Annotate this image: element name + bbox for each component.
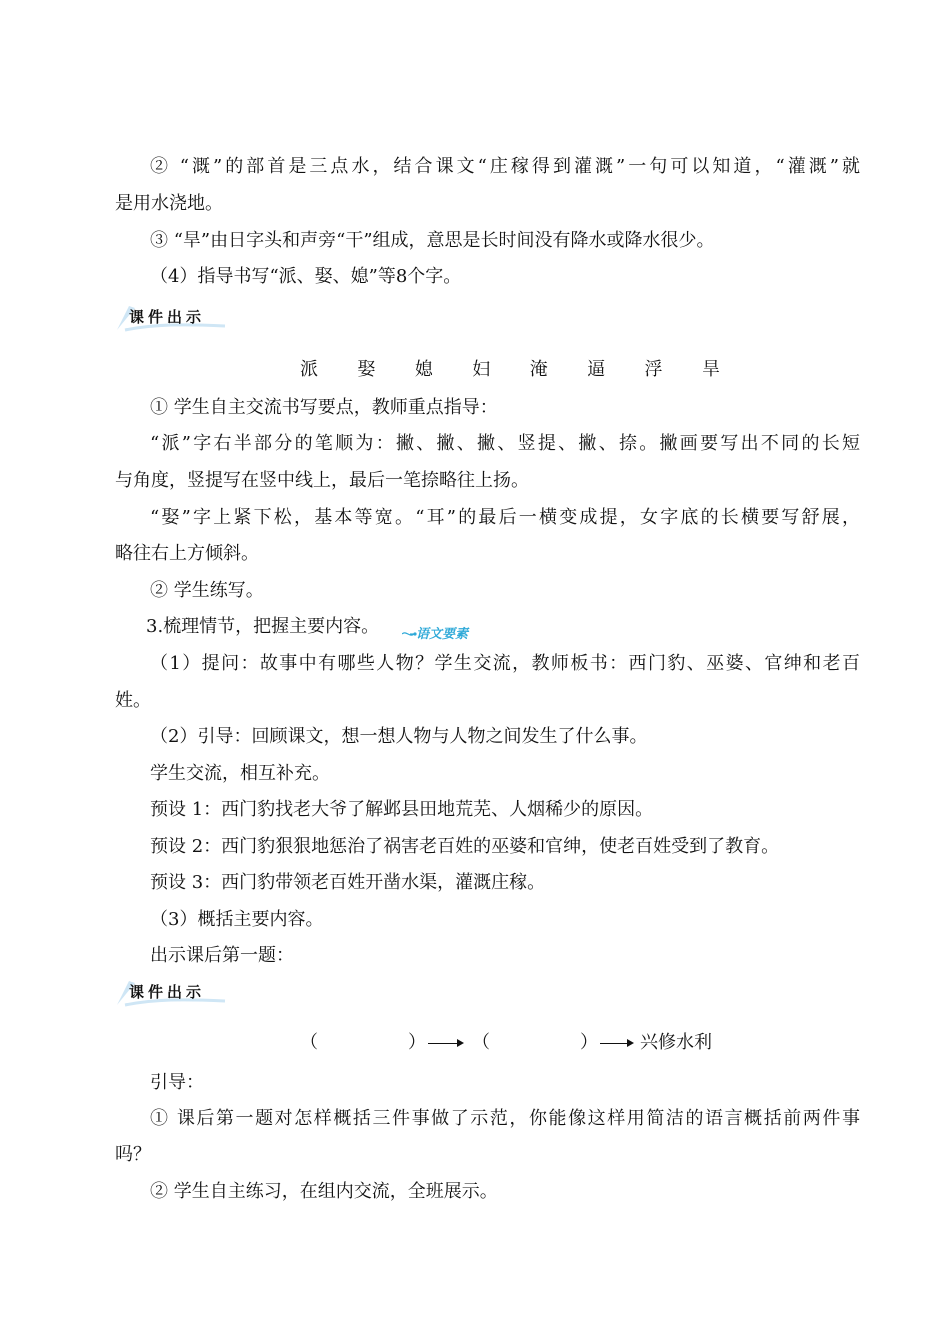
- blank-close-2: ）: [580, 1032, 598, 1053]
- right-arrow-icon: [428, 1043, 462, 1044]
- para-writing-points: ① 学生自主交流书写要点，教师重点指导：: [150, 397, 498, 418]
- character-item: 媳: [414, 359, 433, 380]
- language-element-label: 语文要素: [416, 627, 469, 642]
- character-list: [300, 360, 720, 380]
- para-pai-stroke-cont: 与角度，竖提写在竖中线上，最后一笔捺略往上扬。: [115, 470, 529, 491]
- courseware-header-1: [115, 302, 255, 332]
- para-guide-writing: （4）指导书写“派、娶、媳”等8个字。: [150, 266, 462, 287]
- character-item: 旱: [701, 359, 720, 380]
- flow-final-step: 兴修水利: [640, 1032, 712, 1053]
- character-item: 逼: [587, 359, 606, 380]
- para-radical-gai: ② “溉”的部首是三点水，结合课文“庄稼得到灌溉”一句可以知道，“灌溉”就: [150, 156, 860, 177]
- character-item: 淹: [529, 359, 548, 380]
- event-flow-diagram: [300, 1033, 760, 1055]
- character-item: 浮: [644, 359, 663, 380]
- para-summarize: （3）概括主要内容。: [150, 909, 324, 930]
- para-radical-gai-cont: 是用水浇地。: [115, 193, 223, 214]
- right-arrow-icon: [600, 1043, 632, 1044]
- blank-open-2: （: [472, 1032, 490, 1053]
- character-item: 妇: [472, 359, 491, 380]
- character-item: 派: [300, 359, 318, 380]
- para-preset-1: 预设 1：西门豹找老大爷了解邺县田地荒芜、人烟稀少的原因。: [150, 799, 654, 820]
- para-pai-stroke: “派”字右半部分的笔顺为：撇、撇、撇、竖提、撇、捺。撇画要写出不同的长短: [150, 433, 860, 454]
- para-exercise-guide-cont: 吗？: [115, 1144, 151, 1165]
- para-exercise-guide: ① 课后第一题对怎样概括三件事做了示范，你能像这样用简洁的语言概括前两件事: [150, 1108, 860, 1129]
- para-qu-structure-cont: 略往右上方倾斜。: [115, 543, 259, 564]
- blank-open-1: （: [300, 1032, 318, 1053]
- para-question-characters-cont: 姓。: [115, 690, 151, 711]
- para-preset-2: 预设 2：西门豹狠狠地惩治了祸害老百姓的巫婆和官绅，使老百姓受到了教育。: [150, 836, 780, 857]
- para-guide-review: （2）引导：回顾课文，想一想人物与人物之间发生了什么事。: [150, 726, 648, 747]
- para-preset-3: 预设 3：西门豹带领老百姓开凿水渠，灌溉庄稼。: [150, 872, 546, 893]
- para-guide-label: 引导：: [150, 1072, 204, 1093]
- para-student-exchange: 学生交流，相互补充。: [150, 763, 330, 784]
- para-practice: ② 学生练写。: [150, 580, 264, 601]
- para-show-exercise: 出示课后第一题：: [150, 945, 294, 966]
- para-question-characters: （1）提问：故事中有哪些人物？学生交流，教师板书：西门豹、巫婆、官绅和老百: [150, 653, 860, 674]
- language-element-tag: [402, 622, 512, 644]
- blank-close-1: ）: [408, 1032, 426, 1053]
- para-self-practice: ② 学生自主练习，在组内交流，全班展示。: [150, 1181, 498, 1202]
- section-heading-plot: 3.梳理情节，把握主要内容。: [146, 616, 380, 637]
- courseware-header-label: 课件出示: [129, 983, 206, 1001]
- para-han: ③ “旱”由日字头和声旁“干”组成，意思是长时间没有降水或降水很少。: [150, 230, 715, 251]
- courseware-header-2: [115, 977, 255, 1007]
- courseware-header-label: 课件出示: [129, 308, 206, 326]
- character-item: 娶: [357, 359, 376, 380]
- para-qu-structure: “娶”字上紧下松，基本等宽。“耳”的最后一横变成提，女字底的长横要写舒展，: [150, 507, 860, 528]
